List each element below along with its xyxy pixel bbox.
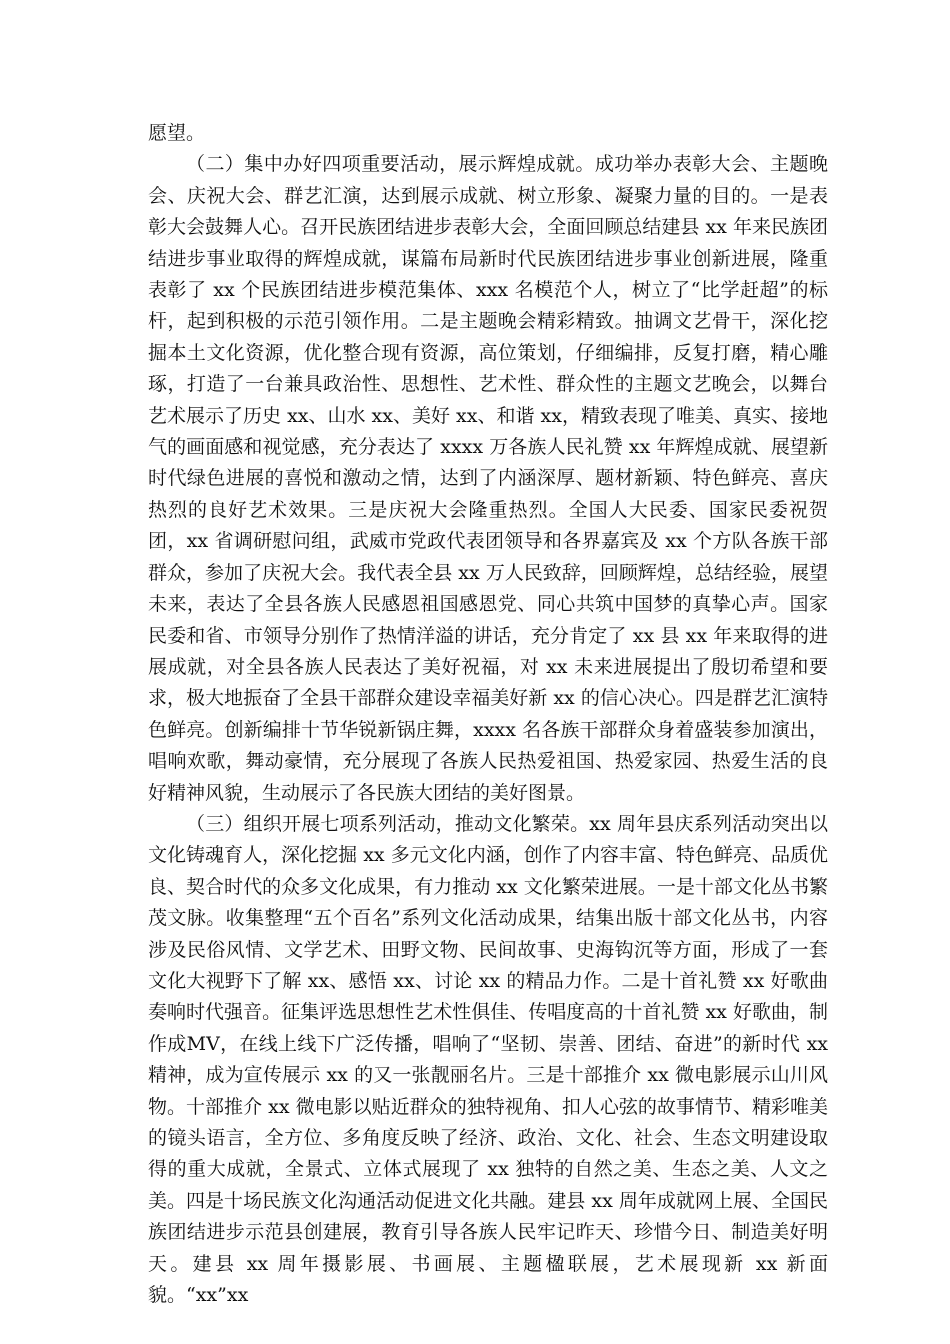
document-body [148,118,828,1311]
paragraph-section-3: （三）组织开展七项系列活动，推动文化繁荣。xx 周年县庆系列活动突出以文化铸魂育人，深化挖掘 xx 多元文化内涵，创作了内容丰富、特色鲜亮、品质优良、契合时代的众多文化成果，有力推动 xx 文化繁荣进展。一是十部文化丛书繁茂文脉。收集整理“五个百名”系列文化活动成果，结集出版十部文化丛书，内容涉及民俗风情、文学艺术、田野文物、民间故事、史海钩沉等方面，形成了一套文化大视野下了解 xx、感悟 xx、讨论 xx 的精品力作。二是十首礼赞 xx 好歌曲奏响时代强音。征集评选思想性艺术性俱佳、传唱度高的十首礼赞 xx 好歌曲，制作成MV，在线上线下广泛传播，唱响了“坚韧、崇善、团结、奋进”的新时代 xx 精神，成为宣传展示 xx 的又一张靓丽名片。三是十部推介 xx 微电影展示山川风物。十部推介 xx 微电影以贴近群众的独特视角、扣人心弦的故事情节、精彩唯美的镜头语言，全方位、多角度反映了经济、政治、文化、社会、生态文明建设取得的重大成就，全景式、立体式展现了 xx 独特的自然之美、生态之美、人文之美。四是十场民族文化沟通活动促进文化共融。建县 xx 周年成就网上展、全国民族团结进步示范县创建展，教育引导各族人民牢记昨天、珍惜今日、制造美好明天。建县 xx 周年摄影展、书画展、主题楹联展，艺术展现新 xx 新面貌。“xx”xx [148,812,828,1307]
paragraph-continuation: 愿望。 [148,122,206,144]
paragraph-section-2: （二）集中办好四项重要活动，展示辉煌成就。成功举办表彰大会、主题晚会、庆祝大会、群艺汇演，达到展示成就、树立形象、凝聚力量的目的。一是表彰大会鼓舞人心。召开民族团结进步表彰大会，全面回顾总结建县 xx 年来民族团结进步事业取得的辉煌成就，谋篇布局新时代民族团结进步事业创新进展，隆重表彰了 xx 个民族团结进步模范集体、xxx 名模范个人，树立了“比学赶超”的标杆，起到积极的示范引领作用。二是主题晚会精彩精致。抽调文艺骨干，深化挖掘本土文化资源，优化整合现有资源，高位策划，仔细编排，反复打磨，精心雕琢，打造了一台兼具政治性、思想性、艺术性、群众性的主题文艺晚会，以舞台艺术展示了历史 xx、山水 xx、美好 xx、和谐 xx，精致表现了唯美、真实、接地气的画面感和视觉感，充分表达了 xxxx 万各族人民礼赞 xx 年辉煌成就、展望新时代绿色进展的喜悦和激动之情，达到了内涵深厚、题材新颖、特色鲜亮、喜庆热烈的良好艺术效果。三是庆祝大会隆重热烈。全国人大民委、国家民委祝贺团，xx 省调研慰问组，武威市党政代表团领导和各界嘉宾及 xx 个方队各族干部群众，参加了庆祝大会。我代表全县 xx 万人民致辞，回顾辉煌，总结经验，展望未来，表达了全县各族人民感恩祖国感恩党、同心共筑中国梦的真挚心声。国家民委和省、市领导分别作了热情洋溢的讲话，充分肯定了 xx 县 xx 年来取得的进展成就，对全县各族人民表达了美好祝福，对 xx 未来进展提出了殷切希望和要求，极大地振奋了全县干部群众建设幸福美好新 xx 的信心决心。四是群艺汇演特色鲜亮。创新编排十节华锐新锅庄舞，xxxx 名各族干部群众身着盛装参加演出，唱响欢歌，舞动豪情，充分展现了各族人民热爱祖国、热爱家园、热爱生活的良好精神风貌，生动展示了各民族大团结的美好图景。 [148,153,828,804]
